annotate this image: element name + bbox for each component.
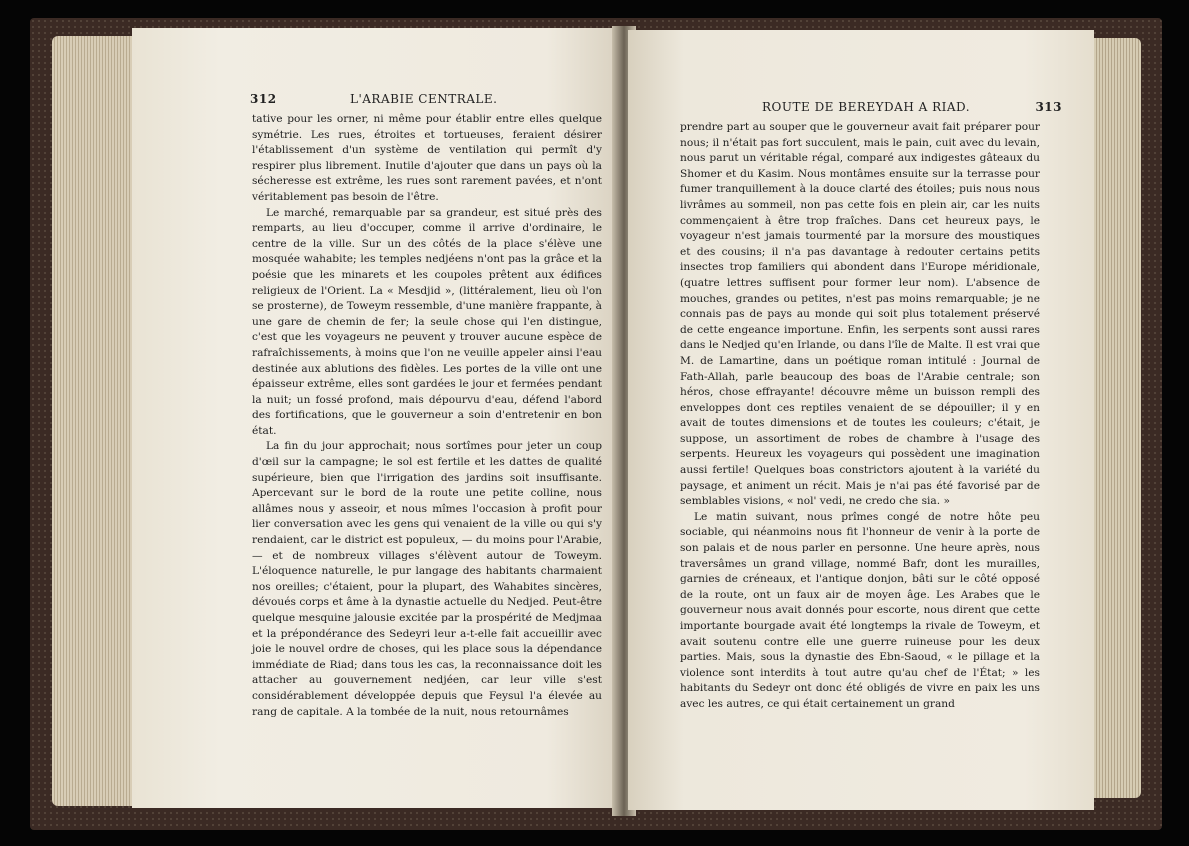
paragraph: tative pour les orner, ni même pour établir entre elles quelque symétrie. Les rues, étroites et tortueuses, feraient désirer l'établissement d'un système de ventilation qui permît d'y respirer plus librement. Inutile d'ajouter que dans un pays où la sécheresse est extrême, les rues sont rarement pavées, et n'ont véritablement pas besoin de l'être. bbox=[252, 113, 602, 203]
running-head: L'ARABIE CENTRALE. bbox=[350, 92, 498, 106]
paragraph: prendre part au souper que le gouverneur avait fait préparer pour nous; il n'était pas fort succulent, mais le pain, cuit avec du levain, nous parut un véritable régal, comparé aux indigestes gâteaux du Shomer et du Kasim. Nous montâmes ensuite sur la terrasse pour fumer tranquillement à la douce clarté des étoiles; puis nous nous livrâmes au sommeil, non pas cette fois en plein air, car les nuits commençaient à être trop fraîches. Dans cet heureux pays, le voyageur n'est jamais tourmenté par la morsure des moustiques et des cousins; il n'a pas davantage à redouter certains petits insectes trop familiers qui abondent dans l'Europe méridionale, (quatre lettres suffisent pour former leur nom). L'absence de mouches, grandes ou petites, n'est pas moins remarquable; je ne connais pas de pays au monde qui soit plus totalement préservé de cette engeance importune. Enfin, les serpents sont aussi rares dans le Nedjed qu'en Irlande, ou dans l'île de Malte. Il est vrai que M. de Lamartine, dans un poétique roman intitulé : Journal de Fath-Allah, parle beaucoup des boas de l'Arabie centrale; son héros, chose effrayante! découvre même un buisson rempli des enveloppes dont ces reptiles venaient de se dépouiller; il y en avait de toutes dimensions et de toutes les couleurs; c'était, je suppose, un assortiment de robes de chambre à l'usage des serpents. Heureux les voyageurs qui possèdent une imagination aussi fertile! Quelques boas constrictors ajoutent à la variété du paysage, et animent un récit. Mais je n'ai pas été favorisé par de semblables visions, « nol' vedi, ne credo che sia. » bbox=[680, 121, 1040, 508]
left-page-header bbox=[250, 92, 570, 106]
left-page-text bbox=[252, 112, 602, 720]
page-number: 313 bbox=[1035, 100, 1062, 114]
page-number: 312 bbox=[250, 92, 277, 106]
paragraph: La fin du jour approchait; nous sortîmes pour jeter un coup d'œil sur la campagne; le sol est fertile et les dattes de qualité supérieure, bien que l'irrigation des jardins soit insuffisante. Apercevant sur le bord de la route une petite colline, nous allâmes nous y asseoir, et nous mîmes l'occasion à profit pour lier conversation avec les gens qui venaient de la ville ou qui s'y rendaient, car le district est populeux, — du moins pour l'Arabie, — et de nombreux villages s'élèvent autour de Toweym. L'éloquence naturelle, le pur langage des habitants charmaient nos oreilles; c'étaient, pour la plupart, des Wahabites sincères, dévoués corps et âme à la dynastie actuelle du Nedjed. Peut-être quelque mesquine jalousie excitée par la prospérité de Medjmaa et la prépondérance des Sedeyri leur a-t-elle fait accueillir avec joie le nouvel ordre de choses, qui les place sous la dépendance immédiate de Riad; dans tous les cas, la reconnaissance doit les attacher au gouvernement nedjéen, car leur ville s'est considérablement développée depuis que Feysul l'a élevée au rang de capitale. A la tombée de la nuit, nous retournâmes bbox=[252, 440, 602, 718]
left-page bbox=[132, 28, 620, 808]
paragraph: Le marché, remarquable par sa grandeur, est situé près des remparts, au lieu d'occuper, comme il arrive d'ordinaire, le centre de la ville. Sur un des côtés de la place s'élève une mosquée wahabite; les temples nedjéens n'ont pas la grâce et la poésie que les minarets et les coupoles prêtent aux édifices religieux de l'Orient. La « Mesdjid », (littéralement, lieu où l'on se prosterne), de Toweym ressemble, d'une manière frappante, à une gare de chemin de fer; la seule chose qui l'en distingue, c'est que les voyageurs ne peuvent y trouver aucune espèce de rafraîchissements, à moins que l'on ne veuille appeler ainsi l'eau destinée aux ablutions des fidèles. Les portes de la ville ont une épaisseur extrême, elles sont gardées le jour et fermées pendant la nuit; un fossé profond, mais dépourvu d'eau, défend l'abord des fortifications, que le gouverneur a soin d'entretenir en bon état. bbox=[252, 206, 602, 437]
running-head: ROUTE DE BEREYDAH A RIAD. bbox=[762, 100, 971, 114]
right-page bbox=[628, 30, 1094, 810]
paragraph: Le matin suivant, nous prîmes congé de notre hôte peu sociable, qui néanmoins nous fit l'honneur de venir à la porte de son palais et de nous parler en personne. Une heure après, nous traversâmes un grand village, nommé Bafr, dont les murailles, garnies de créneaux, et l'antique donjon, bâti sur le côté opposé de la route, ont un faux air de moyen âge. Les Arabes que le gouverneur nous avait donnés pour escorte, nous dirent que cette importante bourgade avait été longtemps la rivale de Toweym, et avait soutenu contre elle une guerre ruineuse pour les deux parties. Mais, sous la dynastie des Ebn-Saoud, « le pillage et la violence sont interdits à tout autre qu'au chef de l'État; » les habitants du Sedeyr ont donc été obligés de vivre en paix les uns avec les autres, ce qui était certainement un grand bbox=[680, 510, 1040, 710]
right-page-text bbox=[680, 120, 1040, 713]
right-page-header bbox=[762, 100, 1062, 114]
